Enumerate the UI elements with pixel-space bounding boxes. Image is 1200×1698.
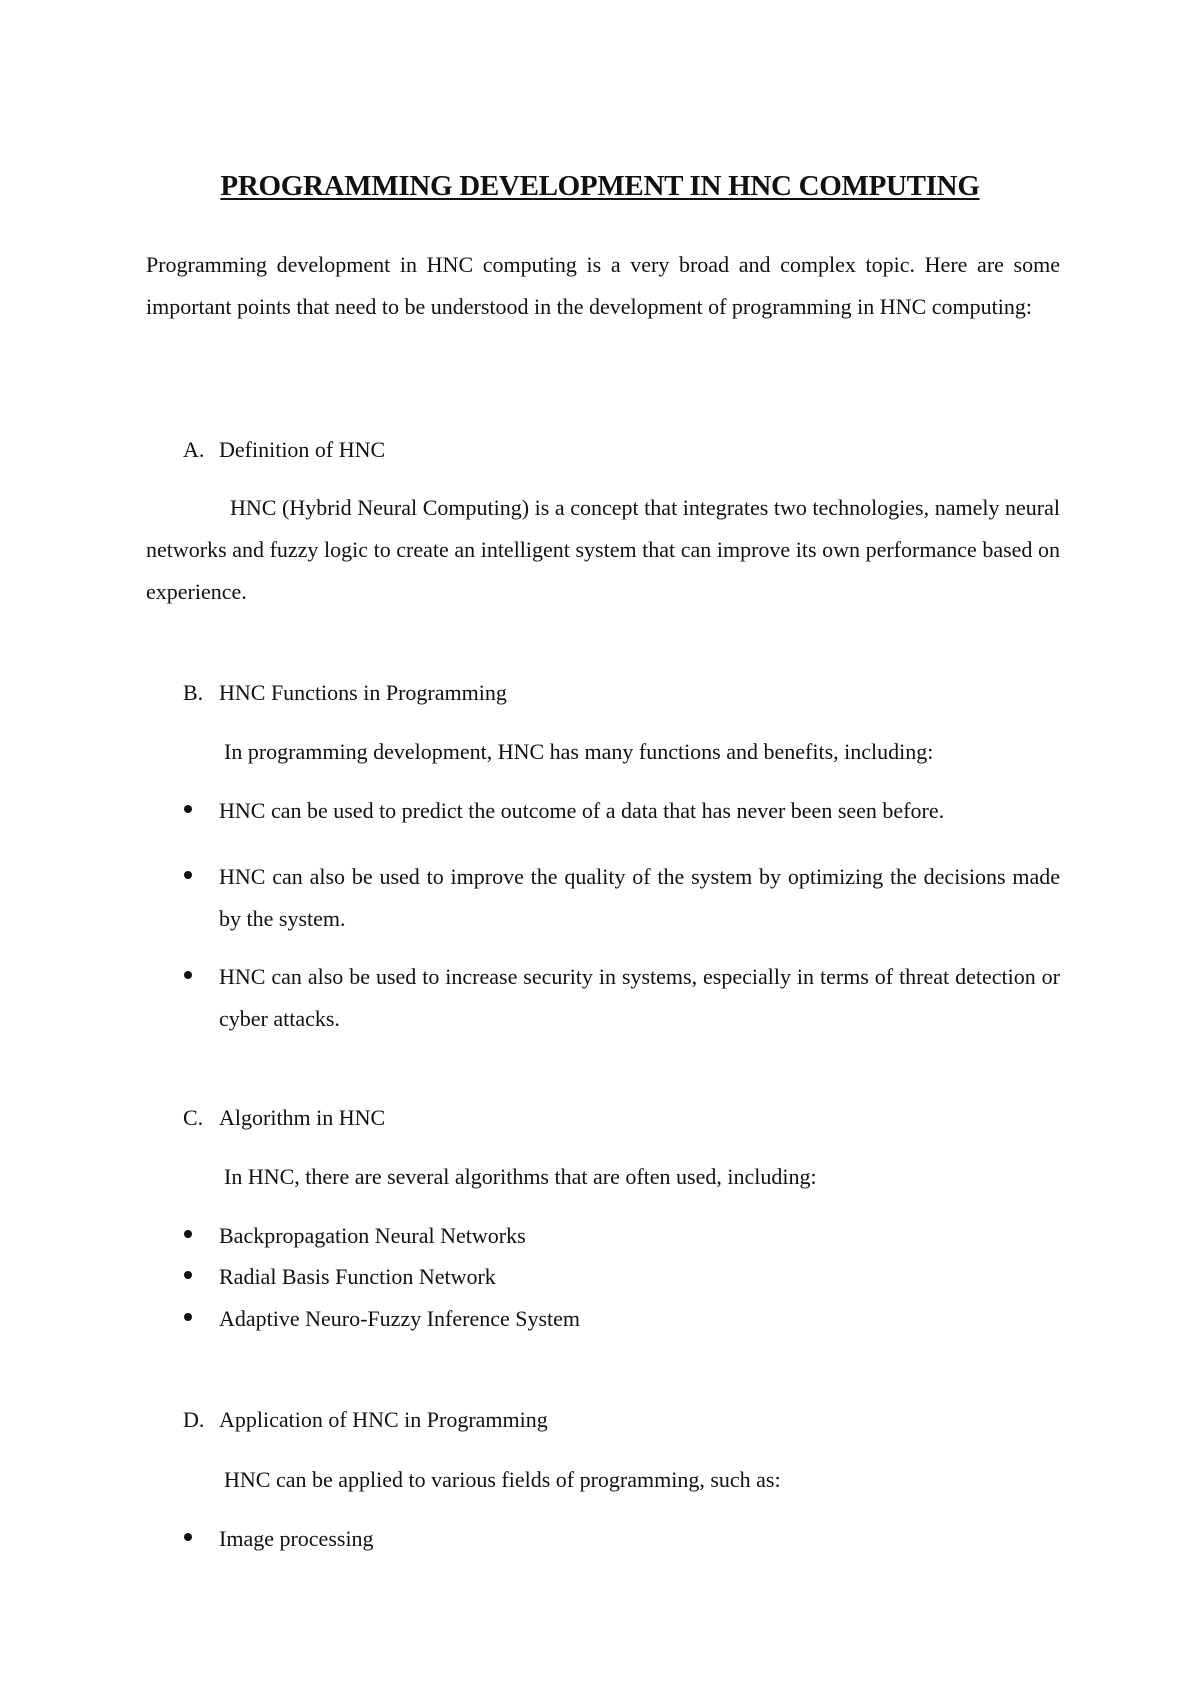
section-heading-d: [183, 1405, 548, 1435]
bullet-icon: [184, 971, 192, 979]
bullet-icon: [184, 871, 192, 879]
list-item: [184, 790, 1060, 832]
section-letter: B.: [183, 680, 204, 705]
section-title: Application of HNC in Programming: [219, 1407, 548, 1432]
section-letter: C.: [183, 1105, 204, 1130]
bullet-icon: [184, 805, 192, 813]
section-d-lead: HNC can be applied to various fields of programming, such as:: [224, 1467, 781, 1492]
list-item: [184, 1518, 1060, 1560]
bullet-icon: [184, 1313, 192, 1321]
section-b-lead: In programming development, HNC has many functions and benefits, including:: [224, 739, 934, 764]
bullet-icon: [184, 1533, 192, 1541]
list-item-text: HNC can also be used to increase security in systems, especially in terms of threat detection or cyber attacks.: [219, 964, 1060, 1031]
section-heading-b: [183, 678, 507, 708]
intro-paragraph: Programming development in HNC computing is a very broad and complex topic. Here are some important points that need to be understood in the development of programming in HNC computing:: [146, 252, 1060, 319]
list-item: [184, 956, 1060, 1040]
section-letter: D.: [183, 1407, 205, 1432]
list-item-text: Image processing: [219, 1526, 374, 1551]
list-item: [184, 1215, 1060, 1257]
list-item-text: Radial Basis Function Network: [219, 1264, 496, 1289]
list-item-text: Backpropagation Neural Networks: [219, 1223, 526, 1248]
section-heading-a: [183, 435, 385, 465]
section-c-lead: In HNC, there are several algorithms that are often used, including:: [224, 1164, 817, 1189]
list-item: [184, 1298, 1060, 1340]
list-item: [184, 1256, 1060, 1298]
section-title: HNC Functions in Programming: [219, 680, 507, 705]
section-letter: A.: [183, 437, 205, 462]
bullet-icon: [184, 1271, 192, 1279]
list-item-text: HNC can be used to predict the outcome of a data that has never been seen before.: [219, 798, 945, 823]
section-title: Algorithm in HNC: [219, 1105, 386, 1130]
list-item-text: HNC can also be used to improve the quality of the system by optimizing the decisions made by the system.: [219, 864, 1060, 931]
section-a-paragraph: HNC (Hybrid Neural Computing) is a concept that integrates two technologies, namely neural networks and fuzzy logic to create an intelligent system that can improve its own performance based on experience.: [146, 495, 1060, 604]
bullet-icon: [184, 1230, 192, 1238]
page-title: PROGRAMMING DEVELOPMENT IN HNC COMPUTING: [220, 170, 980, 202]
list-item: [184, 856, 1060, 940]
section-heading-c: [183, 1103, 385, 1133]
list-item-text: Adaptive Neuro-Fuzzy Inference System: [219, 1306, 581, 1331]
section-title: Definition of HNC: [219, 437, 386, 462]
